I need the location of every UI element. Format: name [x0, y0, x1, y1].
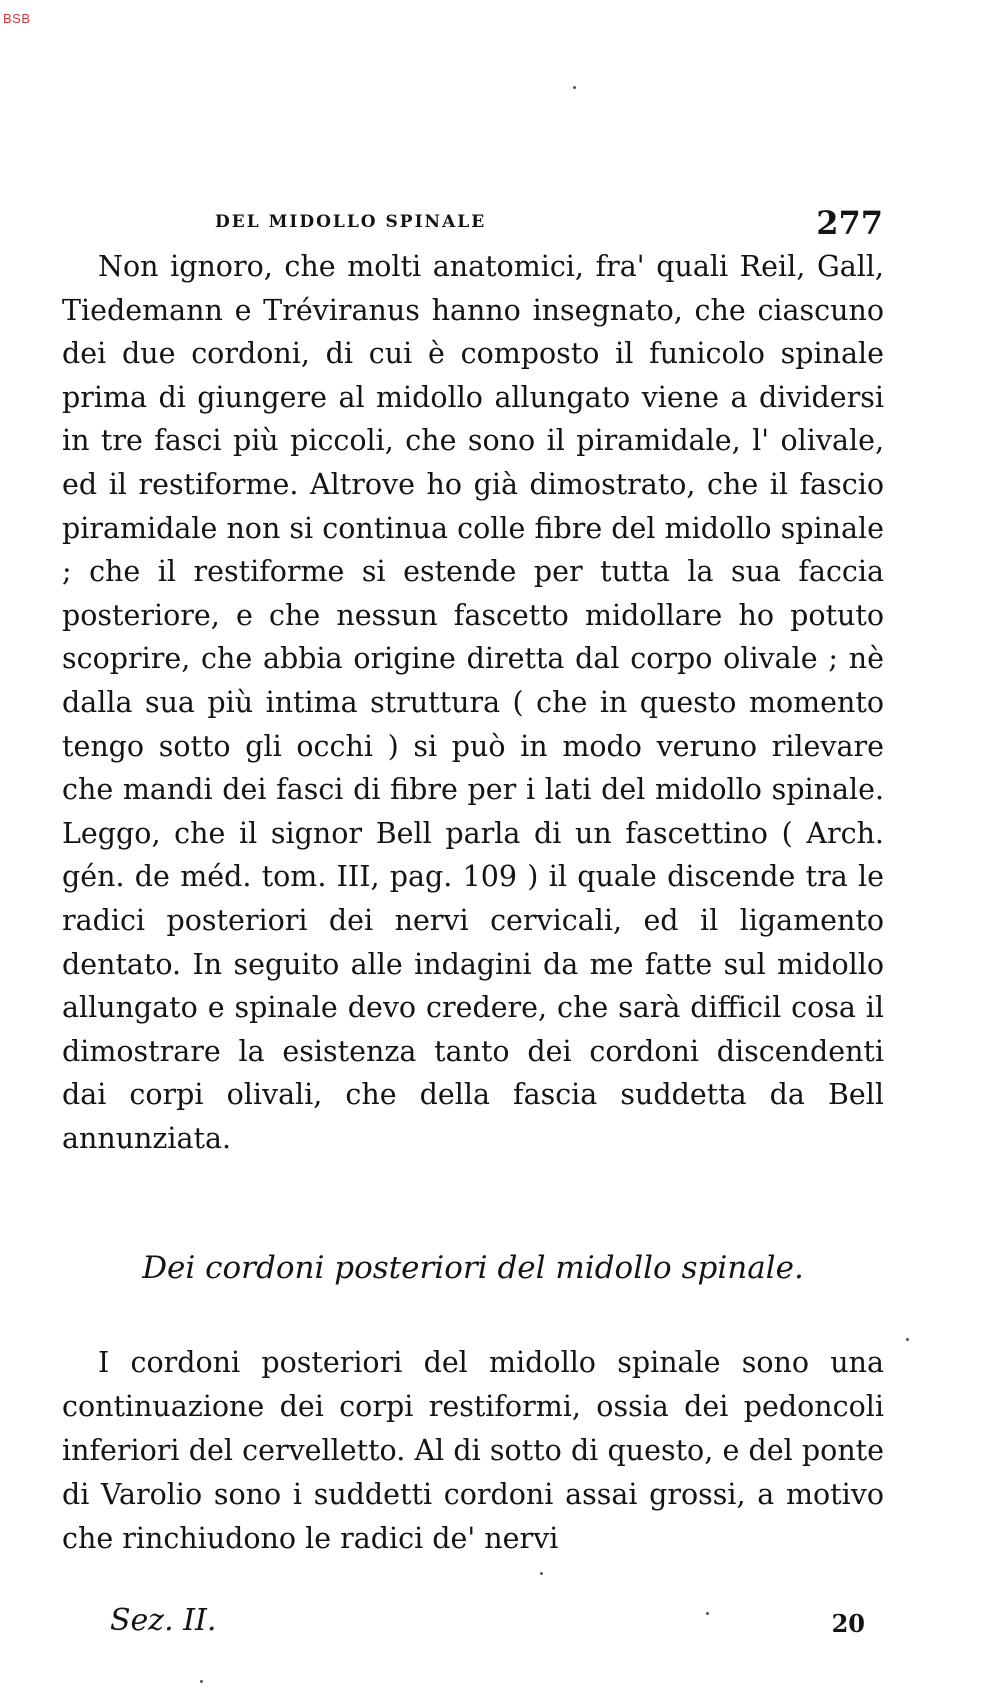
paragraph-2: I cordoni posteriori del midollo spinale sono una continuazione dei corpi restiformi, ossia dei pedoncoli inferiori del cervelletto. Al di sotto di questo, e del ponte di Varolio sono i suddetti cordoni assai grossi, a motivo che rinchiudono le radici de' nervi	[62, 1346, 884, 1555]
scan-speck	[540, 1572, 543, 1575]
signature-mark: Sez. II.	[110, 1603, 217, 1638]
second-text-block	[62, 1341, 884, 1561]
paragraph-1: Non ignoro, che molti anatomici, fra' quali Reil, Gall, Tiedemann e Tréviranus hanno insegnato, che ciascuno dei due cordoni, di cui è composto il funicolo spinale prima di giungere al midollo allungato viene a dividersi in tre fasci più piccoli, che sono il piramidale, l' olivale, ed il restiforme. Altrove ho già dimostrato, che il fascio piramidale non si continua colle fibre del midollo spinale ; che il restiforme si estende per tutta la sua faccia posteriore, e che nessun fascetto midollare ho potuto scoprire, che abbia origine diretta dal corpo olivale ; nè dalla sua più intima struttura ( che in questo momento tengo sotto gli occhi ) si può in modo veruno rilevare che mandi dei fasci di fibre per i lati del midollo spinale. Leggo, che il signor Bell parla di un fascettino ( Arch. gén. de méd. tom. III, pag. 109 ) il quale discende tra le radici posteriori dei nervi cervicali, ed il ligamento dentato. In seguito alle indagini da me fatte sul midollo allungato e spinale devo credere, che sarà difficil cosa il dimostrare la esistenza tanto dei cordoni discendenti dai corpi olivali, che della fascia suddetta da Bell annunziata.	[62, 250, 884, 1155]
main-text-block	[62, 245, 884, 1160]
scan-speck	[706, 1612, 709, 1615]
gathering-number: 20	[831, 1609, 865, 1638]
section-heading: Dei cordoni posteriori del midollo spinale.	[142, 1250, 804, 1286]
page-header	[215, 206, 895, 246]
scan-speck	[906, 1338, 909, 1341]
scan-speck	[573, 86, 576, 89]
page-footer	[110, 1603, 865, 1643]
running-title: DEL MIDOLLO SPINALE	[215, 212, 487, 232]
page-number: 277	[816, 204, 883, 242]
scan-speck	[200, 1680, 203, 1683]
library-watermark: BSB	[3, 11, 31, 26]
